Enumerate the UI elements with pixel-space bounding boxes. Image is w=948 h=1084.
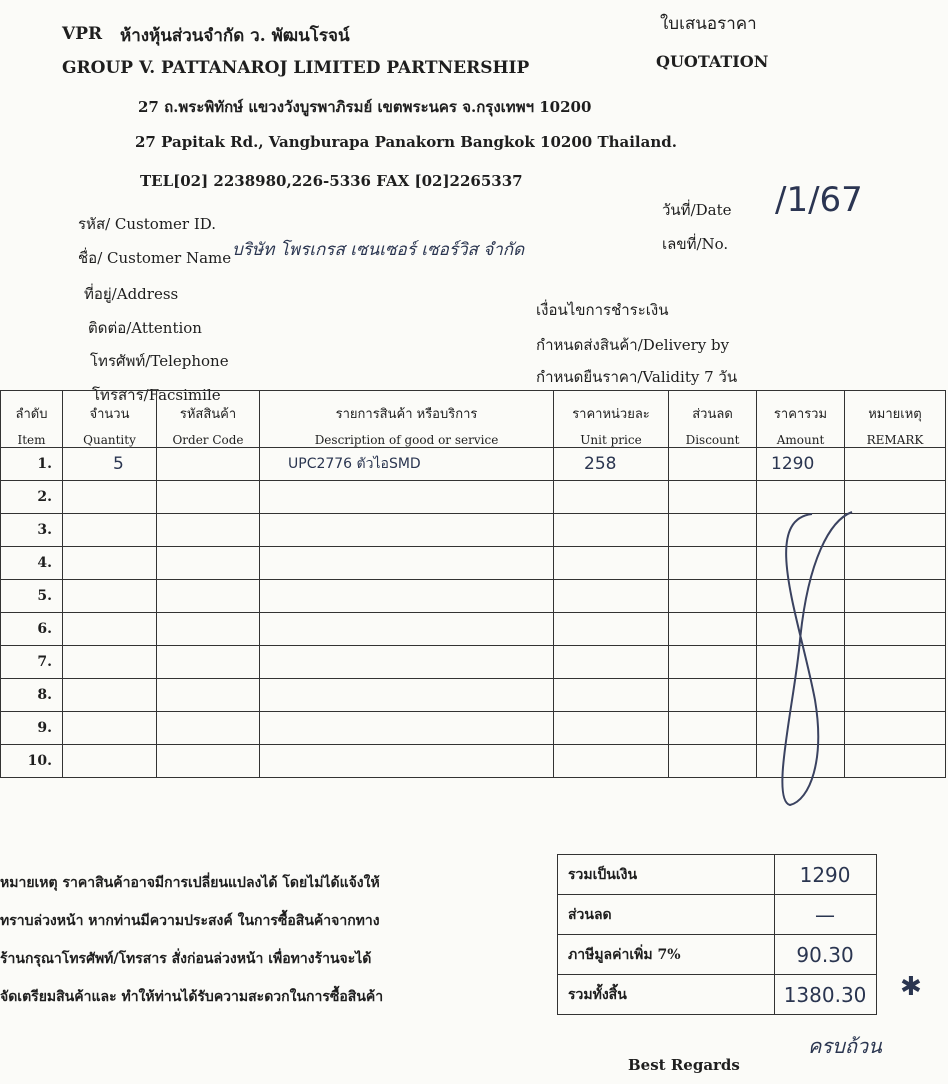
company-name-thai: ห้างหุ้นส่วนจำกัด ว. พัฒนโรจน์: [120, 26, 350, 46]
vat-row: [558, 935, 877, 975]
item-number: 7.: [1, 646, 63, 679]
column-header-discount: ส่วนลด Discount: [669, 391, 757, 448]
item-number: 4.: [1, 547, 63, 580]
item-number: 3.: [1, 514, 63, 547]
item-quantity: 5: [63, 448, 157, 481]
totals-table: [557, 854, 877, 1015]
vat-value: 90.30: [775, 935, 877, 975]
validity-label: กำหนดยืนราคา/Validity 7 วัน: [536, 368, 738, 386]
remark-line: หมายเหตุ ราคาสินค้าอาจมีการเปลี่ยนแปลงได้ โดยไม่ได้แจ้งให้: [0, 875, 380, 891]
company-contact: TEL[02] 2238980,226-5336 FAX [02]2265337: [140, 172, 523, 190]
column-header-order-code: รหัสสินค้า Order Code: [157, 391, 260, 448]
item-number: 2.: [1, 481, 63, 514]
company-address-thai: 27 ถ.พระพิทักษ์ แขวงวังบูรพาภิรมย์ เขตพระนคร จ.กรุงเทพฯ 10200: [138, 98, 592, 116]
facsimile-label: โทรสาร/Facsimile: [92, 386, 221, 404]
grand-total-value: 1380.30: [775, 975, 877, 1015]
item-number: 1.: [1, 448, 63, 481]
remark-line: จัดเตรียมสินค้าและ ทำให้ท่านได้รับความสะดวกในการซื้อสินค้า: [0, 989, 384, 1005]
item-number: 6.: [1, 613, 63, 646]
address-label: ที่อยู่/Address: [84, 285, 179, 303]
customer-name-label: ชื่อ/ Customer Name: [78, 249, 232, 267]
company-address-english: 27 Papitak Rd., Vangburapa Panakorn Bangkok 10200 Thailand.: [135, 133, 677, 151]
vat-label: ภาษีมูลค่าเพิ่ม 7%: [558, 935, 775, 975]
item-number: 5.: [1, 580, 63, 613]
payment-terms-label: เงื่อนไขการชำระเงิน: [536, 301, 669, 319]
customer-name-value: บริษัท โพรเกรส เซนเซอร์ เซอร์วิส จำกัด: [232, 240, 525, 260]
handwritten-note: ครบถ้วน: [808, 1034, 882, 1058]
item-number: 8.: [1, 679, 63, 712]
document-title-thai: ใบเสนอราคา: [660, 14, 757, 34]
remark-line: ร้านกรุณาโทรศัพท์/โทรสาร สั่งก่อนล่วงหน้า เพื่อทางร้านจะได้: [0, 951, 372, 967]
subtotal-row: [558, 855, 877, 895]
subtotal-value: 1290: [775, 855, 877, 895]
discount-label: ส่วนลด: [558, 895, 775, 935]
document-title-english: QUOTATION: [656, 52, 769, 71]
attention-label: ติดต่อ/Attention: [88, 319, 202, 337]
document-number-label: เลขที่/No.: [662, 235, 729, 253]
company-abbreviation: VPR: [62, 24, 103, 44]
customer-id-label: รหัส/ Customer ID.: [78, 215, 217, 233]
date-label: วันที่/Date: [662, 201, 732, 219]
delivery-label: กำหนดส่งสินค้า/Delivery by: [536, 336, 730, 354]
column-header-item: ลำดับ Item: [1, 391, 63, 448]
discount-value: —: [775, 895, 877, 935]
date-value: /1/67: [775, 180, 863, 220]
column-header-remark: หมายเหตุ REMARK: [845, 391, 946, 448]
column-header-unit-price: ราคาหน่วยละ Unit price: [554, 391, 669, 448]
telephone-label: โทรศัพท์/Telephone: [90, 352, 229, 370]
grand-total-row: [558, 975, 877, 1015]
discount-row: [558, 895, 877, 935]
item-number: 9.: [1, 712, 63, 745]
item-unit-price: 258: [554, 448, 669, 481]
column-header-description: รายการสินค้า หรือบริการ Description of good or service: [260, 391, 554, 448]
closing-text: Best Regards: [628, 1056, 740, 1074]
item-number: 10.: [1, 745, 63, 778]
grand-total-label: รวมทั้งสิ้น: [558, 975, 775, 1015]
column-header-amount: ราคารวม Amount: [757, 391, 845, 448]
column-header-quantity: จำนวน Quantity: [63, 391, 157, 448]
subtotal-label: รวมเป็นเงิน: [558, 855, 775, 895]
item-description: UPC2776 ตัวไอSMD: [260, 448, 554, 481]
asterisk-mark: ✱: [900, 972, 922, 1002]
remark-line: ทราบล่วงหน้า หากท่านมีความประสงค์ ในการซื้อสินค้าจากทาง: [0, 913, 380, 929]
company-name-english: GROUP V. PATTANAROJ LIMITED PARTNERSHIP: [62, 58, 530, 78]
item-amount: 1290: [757, 448, 845, 481]
